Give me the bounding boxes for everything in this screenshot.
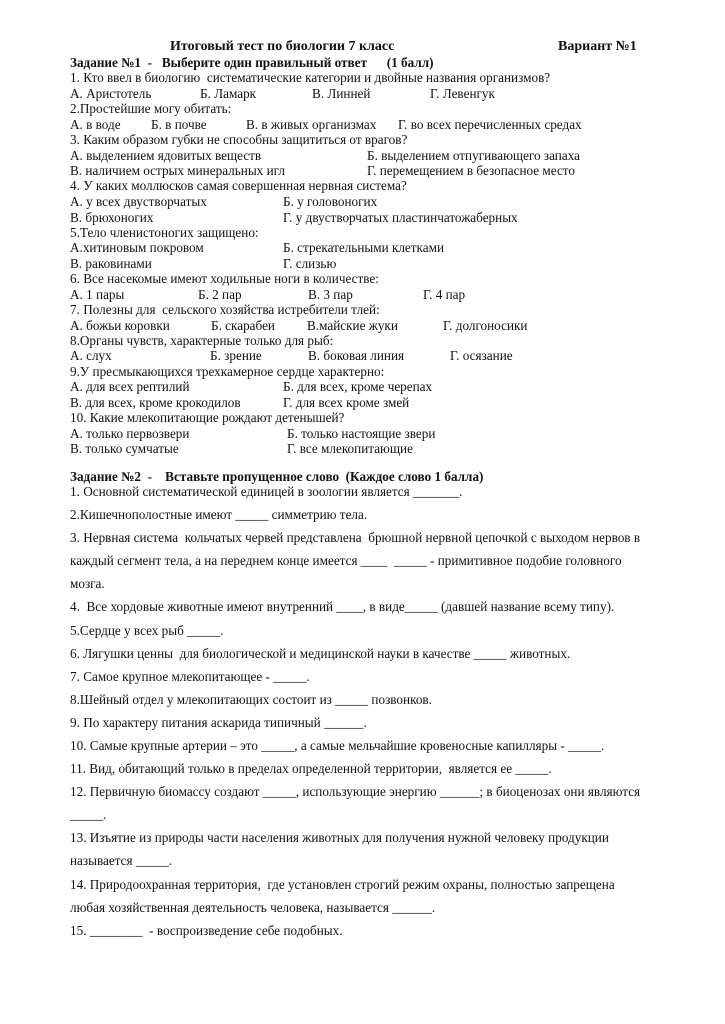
q5-option-d: Г. слизью <box>283 256 337 271</box>
task2-item-13-line-1: 13. Изъятие из природы части населения животных для получения нужной человеку продукции <box>70 830 609 845</box>
q1-option-a: А. Аристотель <box>70 86 152 101</box>
q6-option-d: Г. 4 пар <box>423 287 466 302</box>
q2-option-d: Г. во всех перечисленных средах <box>398 117 582 132</box>
task2-item-9: 9. По характеру питания аскарида типичный ______. <box>70 715 367 730</box>
task2-item-10: 10. Самые крупные артерии – это _____, а самые мельчайшие кровеносные капилляры - _____. <box>70 738 605 753</box>
task1-question-8: 8.Органы чувств, характерные только для рыб: <box>70 333 334 348</box>
task1-question-10: 10. Какие млекопитающие рождают детенышей? <box>70 410 345 425</box>
task2-item-8: 8.Шейный отдел у млекопитающих состоит из _____ позвонков. <box>70 692 432 707</box>
task1-question-1: 1. Кто ввел в биологию систематические категории и двойные названия организмов? <box>70 70 551 85</box>
task2-item-7: 7. Самое крупное млекопитающее - _____. <box>70 669 310 684</box>
q2-option-b: Б. в почве <box>151 117 207 132</box>
q4-option-b: Б. у головоногих <box>283 194 378 209</box>
task1-question-5: 5.Тело членистоногих защищено: <box>70 225 259 240</box>
task2-item-12-line-1: 12. Первичную биомассу создают _____, использующие энергию ______; в биоценозах они являются <box>70 784 641 799</box>
task2-item-13-line-2: называется _____. <box>70 853 173 868</box>
task1-question-9: 9.У пресмыкающихся трехкамерное сердце характерно: <box>70 364 385 379</box>
task1-heading: Задание №1 - Выберите один правильный ответ (1 балл) <box>70 55 434 70</box>
q2-option-a: А. в воде <box>70 117 121 132</box>
q10-option-d: Г. все млекопитающие <box>287 441 413 456</box>
task2-heading: Задание №2 - Вставьте пропущенное слово (Каждое слово 1 балла) <box>70 469 484 484</box>
q7-option-d: Г. долгоносики <box>443 318 528 333</box>
test-title: Итоговый тест по биологии 7 класс <box>170 39 395 54</box>
q3-option-c: В. наличием острых минеральных игл <box>70 163 285 178</box>
task2-item-4: 4. Все хордовые животные имеют внутренний ____, в виде_____ (давшей название всему типу). <box>70 599 615 614</box>
q8-option-a: А. слух <box>70 348 112 363</box>
task2-item-11: 11. Вид, обитающий только в пределах определенной территории, является ее _____. <box>70 761 552 776</box>
task1-question-7: 7. Полезны для сельского хозяйства истребители тлей: <box>70 302 380 317</box>
task1-question-4: 4. У каких моллюсков самая совершенная нервная система? <box>70 178 407 193</box>
q2-option-c: В. в живых организмах <box>246 117 377 132</box>
q6-option-a: А. 1 пары <box>70 287 125 302</box>
task1-question-6: 6. Все насекомые имеют ходильные ноги в количестве: <box>70 271 379 286</box>
task2-item-14-line-1: 14. Природоохранная территория, где установлен строгий режим охраны, полностью запрещена <box>70 877 615 892</box>
q8-option-c: В. боковая линия <box>308 348 405 363</box>
q3-option-b: Б. выделением отпугивающего запаха <box>367 148 580 163</box>
q3-option-a: А. выделением ядовитых веществ <box>70 148 262 163</box>
task2-item-3-line-3: мозга. <box>70 576 105 591</box>
q9-option-a: А. для всех рептилий <box>70 379 190 394</box>
variant-label: Вариант №1 <box>558 39 637 54</box>
task2-item-15: 15. ________ - воспроизведение себе подобных. <box>70 923 343 938</box>
task2-item-1: 1. Основной систематической единицей в зоологии является _______. <box>70 484 463 499</box>
q1-option-c: В. Линней <box>312 86 371 101</box>
q8-option-d: Г. осязание <box>450 348 513 363</box>
q6-option-c: В. 3 пар <box>308 287 353 302</box>
task1-question-2: 2.Простейшие могу обитать: <box>70 101 232 116</box>
q9-option-c: В. для всех, кроме крокодилов <box>70 395 241 410</box>
q7-option-c: В.майские жуки <box>307 318 398 333</box>
task2-item-6: 6. Лягушки ценны для биологической и медицинской науки в качестве _____ животных. <box>70 646 571 661</box>
q1-option-b: Б. Ламарк <box>200 86 257 101</box>
task2-item-3-line-2: каждый сегмент тела, а на переднем конце имеется ____ _____ - примитивное подобие головного <box>70 553 622 568</box>
q9-option-d: Г. для всех кроме змей <box>283 395 410 410</box>
q5-option-a: А.хитиновым покровом <box>70 240 204 255</box>
q3-option-d: Г. перемещением в безопасное место <box>367 163 575 178</box>
q10-option-a: А. только первозвери <box>70 426 190 441</box>
q5-option-c: В. раковинами <box>70 256 152 271</box>
q4-option-d: Г. у двустворчатых пластинчатожаберных <box>283 210 518 225</box>
q4-option-c: В. брюхоногих <box>70 210 154 225</box>
q7-option-b: Б. скарабеи <box>211 318 275 333</box>
task2-item-14-line-2: любая хозяйственная деятельность человека, называется ______. <box>70 900 436 915</box>
task1-question-3: 3. Каким образом губки не способны защититься от врагов? <box>70 132 408 147</box>
q5-option-b: Б. стрекательными клетками <box>283 240 445 255</box>
q7-option-a: А. божьи коровки <box>70 318 170 333</box>
q8-option-b: Б. зрение <box>210 348 262 363</box>
task2-item-3-line-1: 3. Нервная система кольчатых червей представлена брюшной нервной цепочкой с выходом нервов в <box>70 530 641 545</box>
q10-option-c: В. только сумчатые <box>70 441 179 456</box>
task2-item-5: 5.Сердце у всех рыб _____. <box>70 623 224 638</box>
q4-option-a: А. у всех двустворчатых <box>70 194 207 209</box>
q10-option-b: Б. только настоящие звери <box>287 426 436 441</box>
task2-item-2: 2.Кишечнополостные имеют _____ симметрию тела. <box>70 507 368 522</box>
q6-option-b: Б. 2 пар <box>198 287 242 302</box>
q1-option-d: Г. Левенгук <box>430 86 495 101</box>
q9-option-b: Б. для всех, кроме черепах <box>283 379 433 394</box>
task2-item-12-line-2: _____. <box>70 807 107 822</box>
